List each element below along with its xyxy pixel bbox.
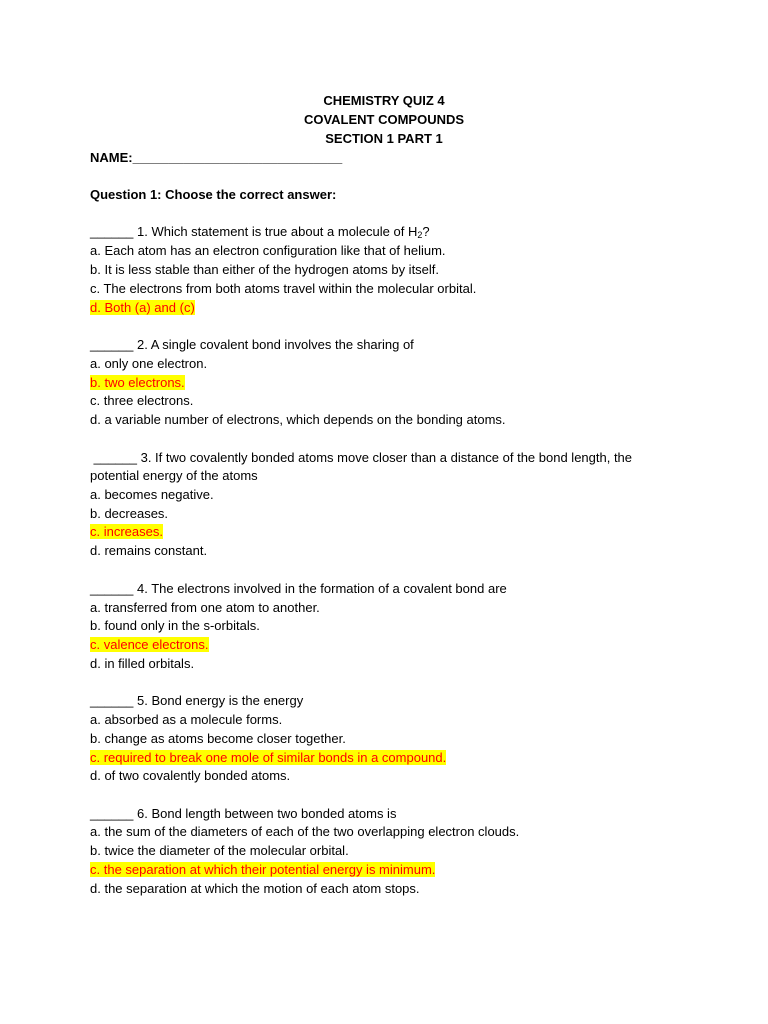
question-3-stem-line-1: ______ 3. If two covalently bonded atoms move closer than a distance of the bond length, the xyxy=(90,450,633,465)
question-5-option-c xyxy=(90,750,446,766)
highlighted-answer: c. valence electrons. xyxy=(90,637,209,652)
question-3-option-c xyxy=(90,524,163,540)
question-4-option-b: b. found only in the s-orbitals. xyxy=(90,618,260,633)
name-field-label: NAME:_____________________________ xyxy=(90,150,343,165)
question-3-option-d: d. remains constant. xyxy=(90,543,208,558)
question-5-option-b: b. change as atoms become closer together. xyxy=(90,731,346,746)
question-6-option-d: d. the separation at which the motion of each atom stops. xyxy=(90,881,420,896)
question-5-option-d: d. of two covalently bonded atoms. xyxy=(90,768,291,783)
question-3-option-b: b. decreases. xyxy=(90,506,169,521)
highlighted-answer: c. the separation at which their potential energy is minimum. xyxy=(90,862,436,877)
question-1-option-d xyxy=(90,300,195,316)
question-6-option-b: b. twice the diameter of the molecular orbital. xyxy=(90,843,349,858)
quiz-section: SECTION 1 PART 1 xyxy=(325,131,443,146)
question-6-option-c xyxy=(90,862,435,878)
question-2-option-d: d. a variable number of electrons, which depends on the bonding atoms. xyxy=(90,412,506,427)
question-6-option-a: a. the sum of the diameters of each of the two overlapping electron clouds. xyxy=(90,824,520,839)
question-1-option-a: a. Each atom has an electron configuration like that of helium. xyxy=(90,243,446,258)
highlighted-answer: d. Both (a) and (c) xyxy=(90,300,195,315)
question-5-stem: ______ 5. Bond energy is the energy xyxy=(90,693,304,708)
highlighted-answer: b. two electrons. xyxy=(90,375,185,390)
question-5-option-a: a. absorbed as a molecule forms. xyxy=(90,712,283,727)
question-1-option-b: b. It is less stable than either of the hydrogen atoms by itself. xyxy=(90,262,440,277)
question-6-stem: ______ 6. Bond length between two bonded atoms is xyxy=(90,806,397,821)
question-1-option-c: c. The electrons from both atoms travel within the molecular orbital. xyxy=(90,281,477,296)
question-3-stem-line-2: potential energy of the atoms xyxy=(90,468,258,483)
question-2-stem: ______ 2. A single covalent bond involves the sharing of xyxy=(90,337,414,352)
highlighted-answer: c. required to break one mole of similar bonds in a compound. xyxy=(90,750,447,765)
instruction: Question 1: Choose the correct answer: xyxy=(90,187,337,202)
question-3-option-a: a. becomes negative. xyxy=(90,487,214,502)
question-4-stem: ______ 4. The electrons involved in the formation of a covalent bond are xyxy=(90,581,507,596)
question-2-option-a: a. only one electron. xyxy=(90,356,208,371)
question-2-option-c: c. three electrons. xyxy=(90,393,194,408)
question-4-option-a: a. transferred from one atom to another. xyxy=(90,600,320,615)
quiz-title: CHEMISTRY QUIZ 4 xyxy=(323,93,445,108)
question-2-option-b xyxy=(90,375,185,391)
highlighted-answer: c. increases. xyxy=(90,524,163,539)
question-1-stem: ______ 1. Which statement is true about a molecule of $H_2$? xyxy=(90,224,430,240)
question-4-option-c xyxy=(90,637,209,653)
quiz-subtitle: COVALENT COMPOUNDS xyxy=(303,112,465,127)
question-4-option-d: d. in filled orbitals. xyxy=(90,656,195,671)
